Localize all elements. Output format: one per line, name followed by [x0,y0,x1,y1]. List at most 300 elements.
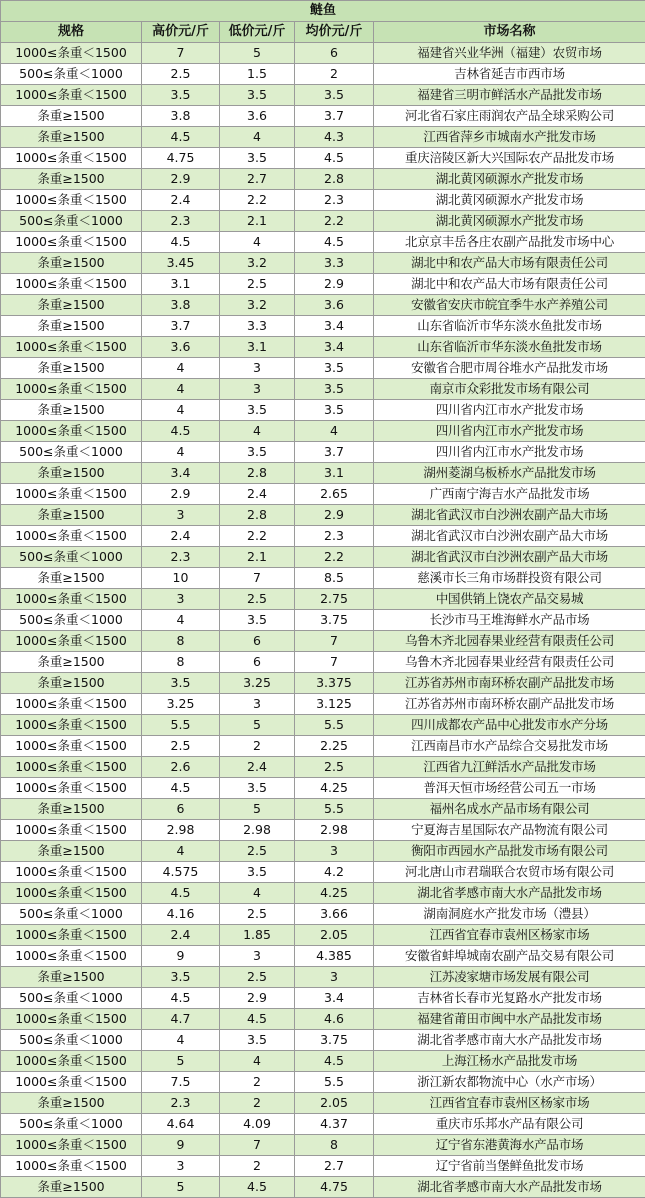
table-row [1,631,645,652]
spec-cell: 1000≤条重＜1500 [1,883,142,904]
col-header-high-price: 高价元/斤 [142,22,220,43]
market-cell: 湖州菱湖乌板桥水产品批发市场 [374,463,645,484]
table-row [1,841,645,862]
high-price-cell: 3.8 [142,106,220,127]
table-row [1,64,645,85]
table-row [1,946,645,967]
spec-cell: 条重≥1500 [1,1093,142,1114]
market-cell: 南京市众彩批发市场有限公司 [374,379,645,400]
table-row [1,316,645,337]
col-header-low-price: 低价元/斤 [220,22,295,43]
spec-cell: 500≤条重＜1000 [1,988,142,1009]
low-price-cell: 4.09 [220,1114,295,1135]
market-cell: 湖南洞庭水产批发市场（澧县） [374,904,645,925]
avg-price-cell: 3.1 [295,463,374,484]
avg-price-cell: 3.4 [295,316,374,337]
low-price-cell: 5 [220,43,295,64]
high-price-cell: 2.9 [142,169,220,190]
avg-price-cell: 2.8 [295,169,374,190]
high-price-cell: 4.575 [142,862,220,883]
market-cell: 重庆市乐邦水产品有限公司 [374,1114,645,1135]
high-price-cell: 2.3 [142,547,220,568]
spec-cell: 1000≤条重＜1500 [1,862,142,883]
high-price-cell: 4.64 [142,1114,220,1135]
spec-cell: 1000≤条重＜1500 [1,421,142,442]
table-row [1,547,645,568]
col-header-spec: 规格 [1,22,142,43]
table-row [1,883,645,904]
low-price-cell: 2.9 [220,988,295,1009]
high-price-cell: 4 [142,841,220,862]
high-price-cell: 5 [142,1051,220,1072]
low-price-cell: 3.5 [220,610,295,631]
low-price-cell: 3.5 [220,85,295,106]
spec-cell: 1000≤条重＜1500 [1,1009,142,1030]
high-price-cell: 4.5 [142,988,220,1009]
low-price-cell: 3 [220,379,295,400]
market-cell: 四川成都农产品中心批发市水产分场 [374,715,645,736]
market-cell: 湖北中和农产品大市场有限责任公司 [374,274,645,295]
high-price-cell: 4 [142,1030,220,1051]
high-price-cell: 4.5 [142,127,220,148]
market-cell: 湖北省孝感市南大水产品批发市场 [374,883,645,904]
spec-cell: 1000≤条重＜1500 [1,1051,142,1072]
avg-price-cell: 2.25 [295,736,374,757]
spec-cell: 条重≥1500 [1,568,142,589]
avg-price-cell: 4 [295,421,374,442]
table-row [1,568,645,589]
market-cell: 上海江杨水产品批发市场 [374,1051,645,1072]
spec-cell: 1000≤条重＜1500 [1,631,142,652]
market-cell: 福州名成水产品市场有限公司 [374,799,645,820]
high-price-cell: 2.9 [142,484,220,505]
market-cell: 福建省三明市鲜活水产品批发市场 [374,85,645,106]
market-cell: 湖北黄冈硕源水产批发市场 [374,211,645,232]
market-cell: 安徽省蚌埠城南农副产品交易有限公司 [374,946,645,967]
market-cell: 安徽省合肥市周谷堆水产品批发市场 [374,358,645,379]
avg-price-cell: 2.98 [295,820,374,841]
market-cell: 山东省临沂市华东淡水鱼批发市场 [374,316,645,337]
table-row [1,1009,645,1030]
table-row [1,106,645,127]
high-price-cell: 6 [142,799,220,820]
market-cell: 乌鲁木齐北园春果业经营有限责任公司 [374,652,645,673]
avg-price-cell: 2.75 [295,589,374,610]
table-row [1,673,645,694]
avg-price-cell: 3.5 [295,400,374,421]
spec-cell: 条重≥1500 [1,127,142,148]
table-row [1,337,645,358]
low-price-cell: 2.1 [220,547,295,568]
table-row [1,820,645,841]
market-cell: 辽宁省前当堡鲜鱼批发市场 [374,1156,645,1177]
avg-price-cell: 3.7 [295,442,374,463]
market-cell: 福建省兴业华洲（福建）农贸市场 [374,43,645,64]
avg-price-cell: 3.125 [295,694,374,715]
high-price-cell: 2.3 [142,211,220,232]
spec-cell: 条重≥1500 [1,400,142,421]
high-price-cell: 2.3 [142,1093,220,1114]
spec-cell: 条重≥1500 [1,253,142,274]
table-row [1,253,645,274]
low-price-cell: 3 [220,358,295,379]
high-price-cell: 3 [142,505,220,526]
low-price-cell: 4 [220,1051,295,1072]
high-price-cell: 2.98 [142,820,220,841]
market-cell: 四川省内江市水产批发市场 [374,442,645,463]
avg-price-cell: 3.375 [295,673,374,694]
market-cell: 普洱天恒市场经营公司五一市场 [374,778,645,799]
spec-cell: 1000≤条重＜1500 [1,337,142,358]
market-cell: 北京京丰岳各庄农副产品批发市场中心 [374,232,645,253]
avg-price-cell: 2 [295,64,374,85]
low-price-cell: 4 [220,232,295,253]
market-cell: 广西南宁海吉水产品批发市场 [374,484,645,505]
avg-price-cell: 8.5 [295,568,374,589]
low-price-cell: 5 [220,715,295,736]
col-header-avg-price: 均价元/斤 [295,22,374,43]
table-row [1,967,645,988]
spec-cell: 条重≥1500 [1,673,142,694]
market-cell: 湖北黄冈硕源水产批发市场 [374,169,645,190]
spec-cell: 1000≤条重＜1500 [1,715,142,736]
avg-price-cell: 2.9 [295,505,374,526]
table-row [1,799,645,820]
avg-price-cell: 3.5 [295,85,374,106]
high-price-cell: 3.1 [142,274,220,295]
avg-price-cell: 4.25 [295,883,374,904]
avg-price-cell: 3.4 [295,337,374,358]
high-price-cell: 2.5 [142,64,220,85]
spec-cell: 条重≥1500 [1,967,142,988]
avg-price-cell: 2.9 [295,274,374,295]
low-price-cell: 2.8 [220,463,295,484]
table-row [1,610,645,631]
avg-price-cell: 3.75 [295,1030,374,1051]
market-cell: 安徽省安庆市皖宜季牛水产养殖公司 [374,295,645,316]
table-row [1,505,645,526]
high-price-cell: 3.8 [142,295,220,316]
market-cell: 辽宁省东港黄海水产品市场 [374,1135,645,1156]
low-price-cell: 4 [220,883,295,904]
title-row [1,1,645,22]
table-row [1,148,645,169]
table-row [1,85,645,106]
table-body [1,43,645,1198]
high-price-cell: 4.5 [142,778,220,799]
table-row [1,736,645,757]
low-price-cell: 2.4 [220,484,295,505]
spec-cell: 条重≥1500 [1,505,142,526]
low-price-cell: 2.5 [220,274,295,295]
low-price-cell: 2.8 [220,505,295,526]
avg-price-cell: 4.385 [295,946,374,967]
low-price-cell: 3.5 [220,400,295,421]
high-price-cell: 7 [142,43,220,64]
table-row [1,652,645,673]
spec-cell: 1000≤条重＜1500 [1,379,142,400]
avg-price-cell: 2.65 [295,484,374,505]
table-row [1,757,645,778]
market-cell: 乌鲁木齐北园春果业经营有限责任公司 [374,631,645,652]
low-price-cell: 4.5 [220,1177,295,1198]
low-price-cell: 3.2 [220,295,295,316]
avg-price-cell: 4.25 [295,778,374,799]
high-price-cell: 4 [142,400,220,421]
table-row [1,463,645,484]
low-price-cell: 2 [220,1072,295,1093]
market-cell: 江西省宜春市袁州区杨家市场 [374,925,645,946]
market-cell: 江苏省苏州市南环桥农副产品批发市场 [374,694,645,715]
high-price-cell: 8 [142,652,220,673]
table-row [1,925,645,946]
high-price-cell: 4 [142,442,220,463]
spec-cell: 500≤条重＜1000 [1,610,142,631]
avg-price-cell: 7 [295,652,374,673]
avg-price-cell: 4.37 [295,1114,374,1135]
low-price-cell: 2.5 [220,841,295,862]
high-price-cell: 5.5 [142,715,220,736]
low-price-cell: 3 [220,946,295,967]
avg-price-cell: 3 [295,967,374,988]
high-price-cell: 4.5 [142,232,220,253]
avg-price-cell: 4.5 [295,148,374,169]
avg-price-cell: 3.66 [295,904,374,925]
low-price-cell: 4 [220,127,295,148]
avg-price-cell: 7 [295,631,374,652]
avg-price-cell: 3.3 [295,253,374,274]
market-cell: 四川省内江市水产批发市场 [374,400,645,421]
low-price-cell: 2.5 [220,967,295,988]
table-row [1,211,645,232]
table-row [1,1030,645,1051]
table-row [1,169,645,190]
avg-price-cell: 4.2 [295,862,374,883]
high-price-cell: 3.6 [142,337,220,358]
spec-cell: 1000≤条重＜1500 [1,1072,142,1093]
market-cell: 吉林省延吉市西市场 [374,64,645,85]
table-row [1,526,645,547]
high-price-cell: 5 [142,1177,220,1198]
avg-price-cell: 2.2 [295,547,374,568]
table-row [1,1093,645,1114]
avg-price-cell: 4.3 [295,127,374,148]
table-row [1,127,645,148]
spec-cell: 条重≥1500 [1,295,142,316]
low-price-cell: 2 [220,1156,295,1177]
spec-cell: 条重≥1500 [1,463,142,484]
low-price-cell: 7 [220,1135,295,1156]
high-price-cell: 3 [142,589,220,610]
spec-cell: 条重≥1500 [1,358,142,379]
low-price-cell: 2.2 [220,190,295,211]
low-price-cell: 2.2 [220,526,295,547]
table-row [1,1177,645,1198]
market-cell: 中国供销上饶农产品交易城 [374,589,645,610]
market-cell: 衡阳市西园水产品批发市场有限公司 [374,841,645,862]
avg-price-cell: 5.5 [295,799,374,820]
high-price-cell: 2.4 [142,925,220,946]
low-price-cell: 3.2 [220,253,295,274]
high-price-cell: 3.4 [142,463,220,484]
header-row [1,22,645,43]
avg-price-cell: 3.6 [295,295,374,316]
avg-price-cell: 3 [295,841,374,862]
spec-cell: 条重≥1500 [1,106,142,127]
market-cell: 吉林省长春市光复路水产批发市场 [374,988,645,1009]
table-row [1,715,645,736]
low-price-cell: 3.5 [220,1030,295,1051]
spec-cell: 1000≤条重＜1500 [1,1156,142,1177]
market-cell: 湖北省武汉市白沙洲农副产品大市场 [374,526,645,547]
table-row [1,295,645,316]
spec-cell: 1000≤条重＜1500 [1,85,142,106]
avg-price-cell: 2.3 [295,190,374,211]
high-price-cell: 4.5 [142,883,220,904]
spec-cell: 1000≤条重＜1500 [1,820,142,841]
market-cell: 浙江新农都物流中心（水产市场） [374,1072,645,1093]
table-row [1,274,645,295]
table-row [1,1051,645,1072]
low-price-cell: 3 [220,694,295,715]
avg-price-cell: 2.5 [295,757,374,778]
spec-cell: 1000≤条重＜1500 [1,946,142,967]
market-cell: 江苏省苏州市南环桥农副产品批发市场 [374,673,645,694]
table-row [1,400,645,421]
low-price-cell: 3.5 [220,862,295,883]
table-row [1,421,645,442]
spec-cell: 1000≤条重＜1500 [1,190,142,211]
spec-cell: 500≤条重＜1000 [1,1030,142,1051]
high-price-cell: 3.7 [142,316,220,337]
high-price-cell: 3.5 [142,673,220,694]
table-row [1,1114,645,1135]
low-price-cell: 3.1 [220,337,295,358]
low-price-cell: 2.1 [220,211,295,232]
low-price-cell: 6 [220,631,295,652]
high-price-cell: 7.5 [142,1072,220,1093]
avg-price-cell: 5.5 [295,1072,374,1093]
avg-price-cell: 6 [295,43,374,64]
low-price-cell: 2.5 [220,904,295,925]
high-price-cell: 4.5 [142,421,220,442]
high-price-cell: 2.5 [142,736,220,757]
avg-price-cell: 2.3 [295,526,374,547]
market-cell: 湖北省武汉市白沙洲农副产品大市场 [374,547,645,568]
low-price-cell: 6 [220,652,295,673]
avg-price-cell: 8 [295,1135,374,1156]
avg-price-cell: 3.7 [295,106,374,127]
low-price-cell: 5 [220,799,295,820]
low-price-cell: 2.98 [220,820,295,841]
avg-price-cell: 3.5 [295,379,374,400]
high-price-cell: 4.16 [142,904,220,925]
market-cell: 江苏凌家塘市场发展有限公司 [374,967,645,988]
low-price-cell: 4.5 [220,1009,295,1030]
table-row [1,442,645,463]
low-price-cell: 3.5 [220,778,295,799]
avg-price-cell: 2.7 [295,1156,374,1177]
spec-cell: 1000≤条重＜1500 [1,694,142,715]
high-price-cell: 10 [142,568,220,589]
high-price-cell: 3.25 [142,694,220,715]
spec-cell: 500≤条重＜1000 [1,904,142,925]
spec-cell: 500≤条重＜1000 [1,547,142,568]
market-cell: 湖北中和农产品大市场有限责任公司 [374,253,645,274]
spec-cell: 条重≥1500 [1,841,142,862]
high-price-cell: 4 [142,610,220,631]
table-title: 鲢鱼 [1,1,645,22]
spec-cell: 1000≤条重＜1500 [1,736,142,757]
high-price-cell: 4.75 [142,148,220,169]
high-price-cell: 2.4 [142,526,220,547]
low-price-cell: 3.5 [220,148,295,169]
table-row [1,190,645,211]
high-price-cell: 9 [142,946,220,967]
table-row [1,778,645,799]
market-cell: 福建省莆田市闽中水产品批发市场 [374,1009,645,1030]
low-price-cell: 2 [220,1093,295,1114]
market-cell: 重庆涪陵区新大兴国际农产品批发市场 [374,148,645,169]
table-row [1,232,645,253]
spec-cell: 条重≥1500 [1,169,142,190]
market-cell: 江西省宜春市袁州区杨家市场 [374,1093,645,1114]
high-price-cell: 9 [142,1135,220,1156]
low-price-cell: 3.3 [220,316,295,337]
low-price-cell: 3.25 [220,673,295,694]
table-row [1,379,645,400]
table-row [1,1072,645,1093]
table-row [1,484,645,505]
high-price-cell: 2.4 [142,190,220,211]
market-cell: 河北省石家庄雨润农产品全球采购公司 [374,106,645,127]
high-price-cell: 3.5 [142,85,220,106]
avg-price-cell: 3.5 [295,358,374,379]
spec-cell: 1000≤条重＜1500 [1,589,142,610]
high-price-cell: 4 [142,358,220,379]
market-cell: 河北唐山市君瑞联合农贸市场有限公司 [374,862,645,883]
spec-cell: 条重≥1500 [1,316,142,337]
table-row [1,862,645,883]
table-row [1,904,645,925]
col-header-market: 市场名称 [374,22,645,43]
spec-cell: 500≤条重＜1000 [1,64,142,85]
avg-price-cell: 2.2 [295,211,374,232]
low-price-cell: 3.5 [220,442,295,463]
spec-cell: 1000≤条重＜1500 [1,484,142,505]
high-price-cell: 3.5 [142,967,220,988]
spec-cell: 1000≤条重＜1500 [1,1135,142,1156]
table-row [1,988,645,1009]
market-cell: 江西省九江鲜活水产品批发市场 [374,757,645,778]
avg-price-cell: 2.05 [295,1093,374,1114]
market-cell: 慈溪市长三角市场群投资有限公司 [374,568,645,589]
market-cell: 江西南昌市水产品综合交易批发市场 [374,736,645,757]
avg-price-cell: 3.4 [295,988,374,1009]
spec-cell: 1000≤条重＜1500 [1,148,142,169]
low-price-cell: 2.4 [220,757,295,778]
spec-cell: 500≤条重＜1000 [1,1114,142,1135]
spec-cell: 500≤条重＜1000 [1,442,142,463]
table-row [1,694,645,715]
market-cell: 长沙市马王堆海鲜水产品市场 [374,610,645,631]
market-cell: 宁夏海吉星国际农产品物流有限公司 [374,820,645,841]
market-cell: 江西省萍乡市城南水产批发市场 [374,127,645,148]
spec-cell: 条重≥1500 [1,1177,142,1198]
high-price-cell: 2.6 [142,757,220,778]
low-price-cell: 2.5 [220,589,295,610]
spec-cell: 500≤条重＜1000 [1,211,142,232]
